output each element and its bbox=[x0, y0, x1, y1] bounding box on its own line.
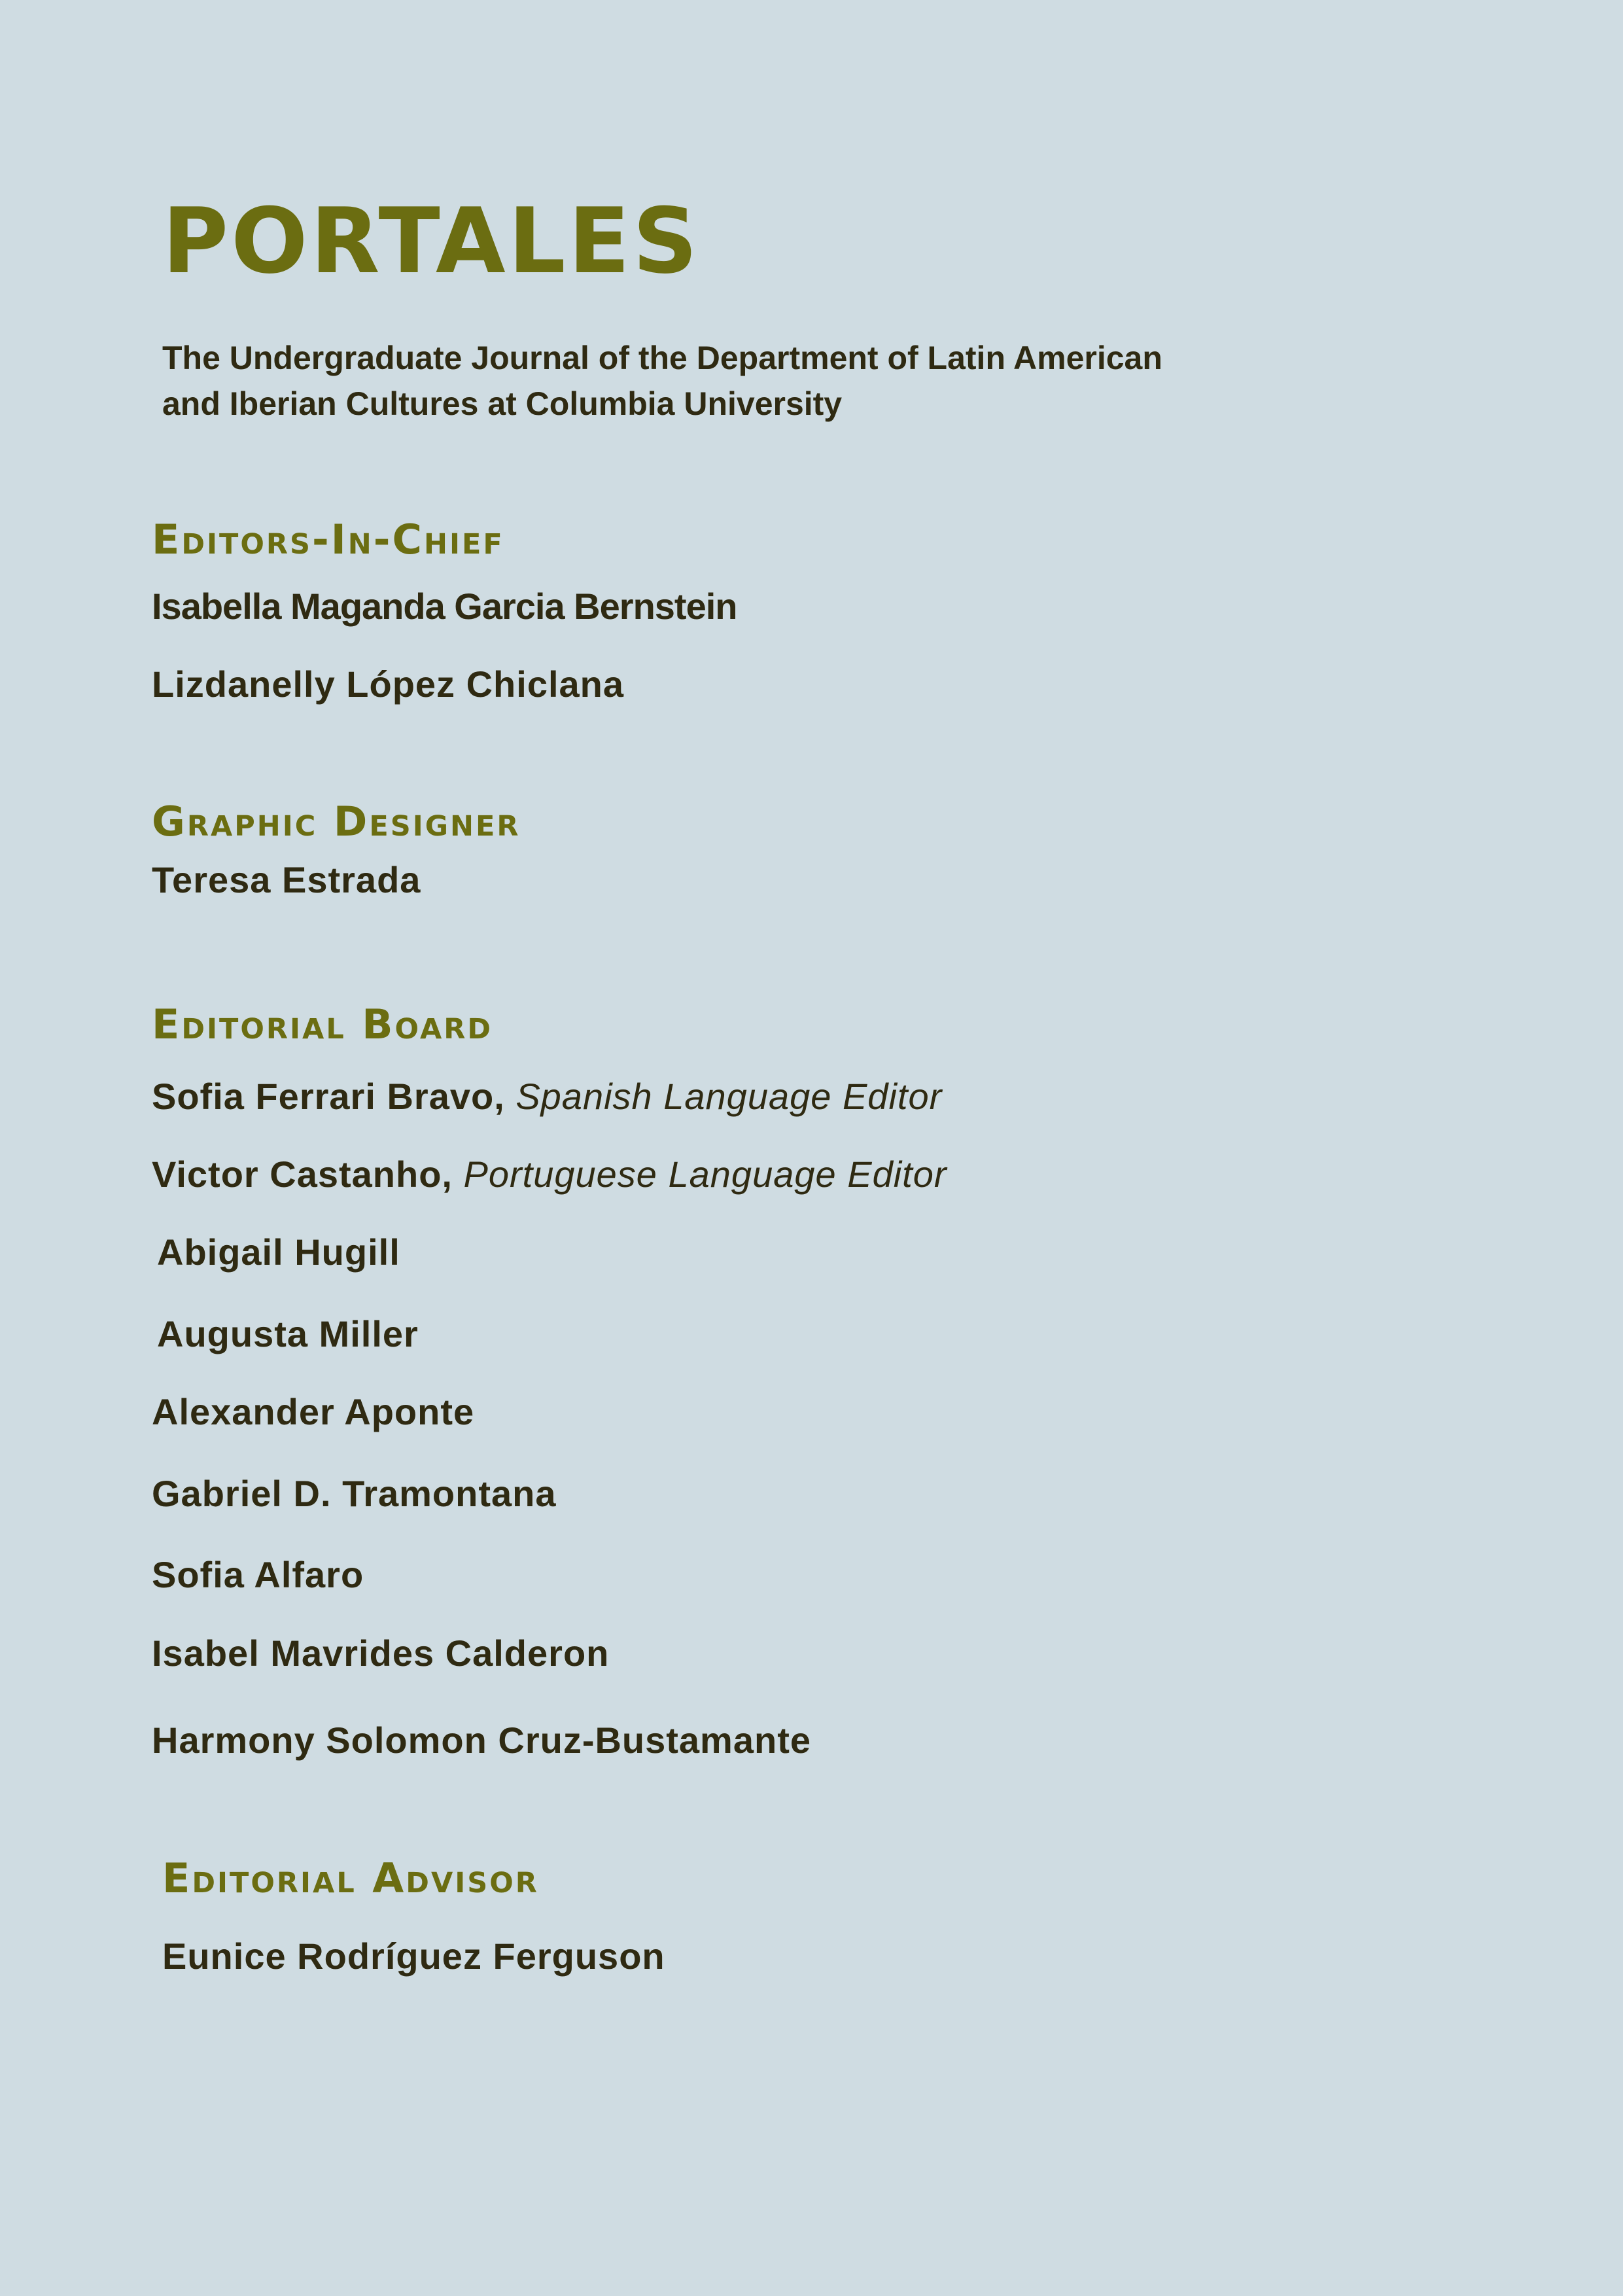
editorial-board-member: Gabriel D. Tramontana bbox=[152, 1473, 557, 1514]
graphic-designer-name: Teresa Estrada bbox=[152, 859, 421, 900]
member-name: Sofia Ferrari Bravo, bbox=[152, 1076, 505, 1117]
journal-title: PORTALES bbox=[162, 188, 701, 294]
journal-subtitle bbox=[162, 335, 1274, 427]
section-heading-editors-in-chief: Editors-In-Chief bbox=[152, 516, 504, 563]
editorial-board-member: Harmony Solomon Cruz-Bustamante bbox=[152, 1720, 811, 1761]
editorial-board-member: Alexander Aponte bbox=[152, 1391, 475, 1432]
editorial-board-member: Sofia Alfaro bbox=[152, 1554, 364, 1595]
editorial-board-member: Augusta Miller bbox=[157, 1313, 419, 1354]
section-heading-graphic-designer: Graphic Designer bbox=[152, 798, 521, 845]
member-role: Portuguese Language Editor bbox=[463, 1154, 947, 1195]
editor-in-chief-name: Lizdanelly López Chiclana bbox=[152, 663, 625, 705]
member-name: Victor Castanho, bbox=[152, 1154, 453, 1195]
editorial-advisor-name: Eunice Rodríguez Ferguson bbox=[162, 1935, 665, 1977]
subtitle-line-2: and Iberian Cultures at Columbia University bbox=[162, 385, 843, 422]
section-heading-editorial-board: Editorial Board bbox=[152, 1000, 493, 1048]
editorial-board-member bbox=[152, 1078, 942, 1115]
subtitle-line-1: The Undergraduate Journal of the Department of Latin American bbox=[162, 340, 1162, 376]
editor-in-chief-name: Isabella Maganda Garcia Bernstein bbox=[152, 586, 737, 627]
editorial-board-member: Isabel Mavrides Calderon bbox=[152, 1633, 610, 1674]
editorial-board-member bbox=[152, 1156, 947, 1193]
editorial-board-member: Abigail Hugill bbox=[157, 1231, 400, 1273]
section-heading-editorial-advisor: Editorial Advisor bbox=[162, 1854, 539, 1902]
member-role: Spanish Language Editor bbox=[515, 1076, 943, 1117]
